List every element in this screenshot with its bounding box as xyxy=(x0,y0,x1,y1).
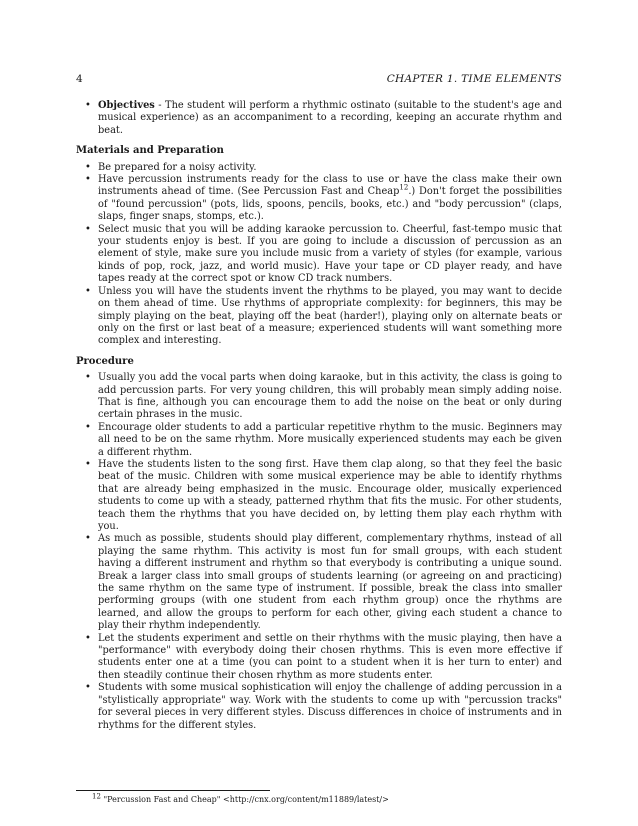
procedure-heading: Procedure xyxy=(76,355,134,367)
materials-item: • Select music that you will be adding karaoke percussion to. Cheerful, fast-tempo music that your students enjoy is best. If you are going to include a discussion of percussion as an element of style, make sure you include music from a variety of styles (for example, various kinds of pop, rock, jazz, and world music). Have your tape or CD player ready, and have tapes ready at the correct spot or know CD track numbers. xyxy=(76,224,562,286)
footnote-divider xyxy=(76,790,270,791)
materials-list xyxy=(76,162,562,348)
materials-heading: Materials and Preparation xyxy=(76,145,224,157)
procedure-item: • Encourage older students to add a particular repetitive rhythm to the music. Beginners may all need to be on the same rhythm. More musically experienced students may each be given a different rhythm. xyxy=(76,422,562,459)
materials-item xyxy=(76,174,562,224)
page-body xyxy=(76,100,562,732)
materials-item: • Unless you will have the students invent the rhythms to be played, you may want to decide on them ahead of time. Use rhythms of appropriate complexity: for beginners, this may be simply playing on the beat, playing off the beat (harder!), playing only on alternate beats or only on the first or last beat of a measure; experienced students will want something more complex and interesting. xyxy=(76,286,562,348)
page-number: 4 xyxy=(76,73,83,85)
footnote-number: 12 xyxy=(92,792,101,801)
footnote-text[interactable]: "Percussion Fast and Cheap" <http://cnx.org/content/m11889/latest/> xyxy=(103,795,389,804)
procedure-item: • Let the students experiment and settle on their rhythms with the music playing, then have a "performance" with everybody doing their chosen rhythms. This is even more effective if students enter one at a time (you can point to a student when it is her turn to enter) and then steadily continue their chosen rhythm as more students enter. xyxy=(76,633,562,683)
objectives-list xyxy=(76,100,562,137)
procedure-item: • As much as possible, students should play different, complementary rhythms, instead of all playing the same rhythm. This activity is most fun for small groups, with each student having a different instrument and rhythm so that everybody is contributing a unique sound. Break a larger class into small groups of students learning (or agreeing on and practicing) the same rhythm on the same type of instrument. If possible, break the class into smaller performing groups (with one student from each rhythm group) once the rhythms are learned, and allow the groups to perform for each other, giving each student a chance to play their rhythm independently. xyxy=(76,533,562,632)
procedure-item: • Usually you add the vocal parts when doing karaoke, but in this activity, the class is going to add percussion parts. For very young children, this will probably mean simply adding noise. That is fine, although you can encourage them to add the noise on the beat or only during certain phrases in the music. xyxy=(76,372,562,422)
materials-item-text: .) Don't forget the possibilities of "found percussion" (pots, lids, spoons, pencils, books, etc.) and "body percussion" (claps, slaps, finger snaps, stomps, etc.). xyxy=(98,186,562,223)
footnote xyxy=(92,792,562,805)
procedure-item: • Have the students listen to the song first. Have them clap along, so that they feel the basic beat of the music. Children with some musical experience may be able to identify rhythms that are already being emphasized in the music. Encourage older, musically experienced students to come up with a steady, patterned rhythm that fits the music. For other students, teach them the rhythms that you have decided on, by letting them play each rhythm with you. xyxy=(76,459,562,533)
running-header xyxy=(76,72,562,86)
chapter-title: CHAPTER 1. TIME ELEMENTS xyxy=(386,73,562,85)
procedure-item: • Students with some musical sophistication will enjoy the challenge of adding percussion in a "stylistically appropriate" way. Work with the students to come up with "percussion tracks" for several pieces in very different styles. Discuss differences in choice of instruments and in rhythms for the different styles. xyxy=(76,682,562,732)
procedure-list xyxy=(76,372,562,732)
objectives-item xyxy=(76,100,562,137)
objectives-label: Objectives xyxy=(98,100,155,111)
materials-item-text: Have percussion instruments ready for the class to use or have the class make their own instruments ahead of time. (See Percussion Fast and Cheap xyxy=(98,174,562,198)
objectives-text: - The student will perform a rhythmic ostinato (suitable to the student's age and musical experience) as an accompaniment to a recording, keeping an accurate rhythm and beat. xyxy=(98,100,562,136)
materials-item: • Be prepared for a noisy activity. xyxy=(76,162,562,174)
footnote-reference[interactable]: 12 xyxy=(399,184,409,193)
